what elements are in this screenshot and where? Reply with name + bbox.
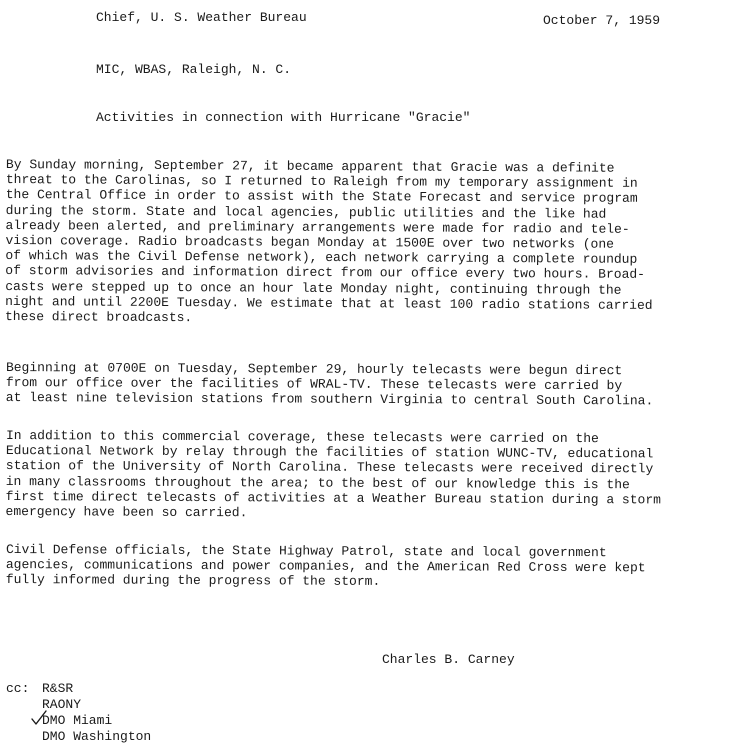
text-line: Educational Network by relay through the facilities of station WUNC-TV, educational (5, 443, 654, 462)
text-line: already been alerted, and preliminary arrangements were made for radio and tele- (5, 217, 630, 237)
text-line: agencies, communications and power companies, and the American Red Cross were kept (5, 557, 646, 576)
text-line: from our office over the facilities of WRAL-TV. These telecasts were carried by (5, 375, 623, 394)
paragraph-telecasts (6, 360, 726, 409)
text-line: Beginning at 0700E on Tuesday, September 29, hourly telecasts were begun direct (5, 360, 623, 379)
text-line: the Central Office in order to assist with the State Forecast and service program (5, 187, 638, 207)
text-line: emergency have been so carried. (5, 504, 248, 521)
text-line: in many classrooms throughout the area; to the best of our knowledge this is the (5, 473, 630, 492)
text-line: of which was the Civil Defense network), each network carrying a complete roundup (5, 248, 638, 268)
text-line: these direct broadcasts. (4, 309, 193, 326)
text-line: In addition to this commercial coverage, these telecasts were carried on the (5, 428, 599, 447)
text-line: of storm advisories and information direct from our office every two hours. Broad- (5, 263, 646, 283)
paragraph-officials-informed (6, 542, 726, 591)
signature-name: Charles B. Carney (382, 652, 515, 667)
cc-recipient-list (42, 681, 151, 745)
cc-label: cc: (6, 681, 30, 696)
text-line: By Sunday morning, September 27, it became apparent that Gracie was a definite (5, 157, 615, 176)
text-line: night and until 2200E Tuesday. We estimate that at least 100 radio stations carried (5, 293, 653, 313)
cc-recipient: DMO Miami (42, 713, 113, 728)
memo-date: October 7, 1959 (543, 13, 661, 28)
text-line: at least nine television stations from southern Virginia to central South Carolina. (5, 390, 654, 409)
text-line: station of the University of North Carolina. These telecasts were received directly (5, 458, 654, 477)
text-line: Civil Defense officials, the State Highway Patrol, state and local government (5, 542, 607, 561)
memo-subject: Activities in connection with Hurricane "Gracie" (96, 110, 471, 125)
cc-recipient: R&SR (42, 681, 74, 696)
text-line: threat to the Carolinas, so I returned to Raleigh from my temporary assignment in (5, 172, 638, 192)
text-line: casts were stepped up to once an hour late Monday night, continuing through the (5, 278, 622, 298)
memo-from: MIC, WBAS, Raleigh, N. C. (96, 62, 292, 77)
cc-recipient: RAONY (42, 697, 82, 712)
text-line: first time direct telecasts of activities at a Weather Bureau station during a storm (5, 488, 661, 508)
paragraph-educational-network (6, 428, 726, 523)
memo-to: Chief, U. S. Weather Bureau (96, 10, 307, 25)
cc-recipient: DMO Washington (42, 729, 152, 744)
paragraph-radio-broadcasts (5, 157, 726, 329)
text-line: vision coverage. Radio broadcasts began Monday at 1500E over two networks (one (5, 233, 615, 252)
text-line: during the storm. State and local agencies, public utilities and the like had (5, 202, 607, 222)
checkmark-icon (31, 710, 47, 726)
text-line: fully informed during the progress of the storm. (5, 572, 381, 590)
